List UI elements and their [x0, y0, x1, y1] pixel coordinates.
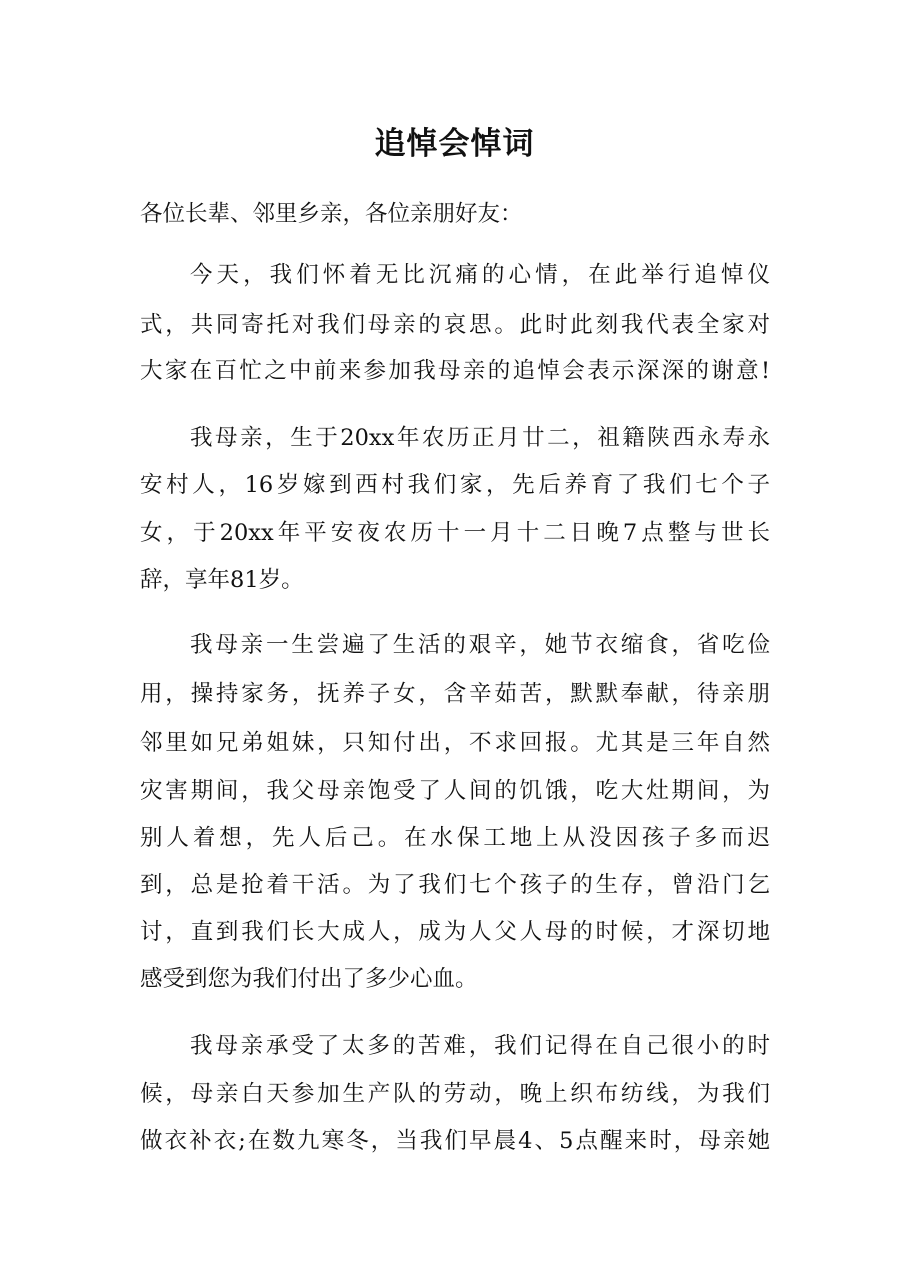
paragraph-3-line-5: 别人着想，先人后己。在水保工地上从没因孩子多而迟 [140, 825, 770, 851]
paragraph-2-line-4: 辞，享年81岁。 [140, 567, 304, 593]
paragraph-3-line-1: 我母亲一生尝遍了生活的艰辛，她节衣缩食，省吃俭 [190, 632, 770, 658]
paragraph-3-line-6: 到，总是抢着干活。为了我们七个孩子的生存，曾沿门乞 [140, 872, 770, 898]
document-title: 追悼会悼词 [374, 126, 535, 162]
paragraph-3-line-2: 用，操持家务，抚养子女，含辛茹苦，默默奉献，待亲朋 [140, 681, 770, 707]
salutation: 各位长辈、邻里乡亲，各位亲朋好友： [140, 201, 523, 227]
paragraph-2-line-1: 我母亲，生于20xx年农历正月廿二，祖籍陕西永寿永 [190, 425, 770, 451]
paragraph-1-line-2: 式，共同寄托对我们母亲的哀思。此时此刻我代表全家对 [140, 312, 770, 338]
paragraph-2-line-3: 女，于20xx年平安夜农历十一月十二日晚7点整与世长 [140, 520, 770, 546]
paragraph-1-line-1: 今天，我们怀着无比沉痛的心情，在此举行追悼仪 [190, 262, 770, 288]
paragraph-1-line-3: 大家在百忙之中前来参加我母亲的追悼会表示深深的谢意! [140, 358, 770, 384]
paragraph-3-line-7: 讨，直到我们长大成人，成为人父人母的时候，才深切地 [140, 919, 770, 945]
paragraph-3-line-8: 感受到您为我们付出了多少心血。 [140, 966, 478, 992]
paragraph-4-line-3: 做衣补衣;在数九寒冬，当我们早晨4、5点醒来时，母亲她 [140, 1128, 770, 1154]
paragraph-4-line-2: 候，母亲白天参加生产队的劳动，晚上织布纺线，为我们 [140, 1081, 770, 1107]
paragraph-2-line-2: 安村人，16岁嫁到西村我们家，先后养育了我们七个子 [140, 472, 770, 498]
paragraph-4-line-1: 我母亲承受了太多的苦难，我们记得在自己很小的时 [190, 1033, 770, 1059]
paragraph-3-line-4: 灾害期间，我父母亲饱受了人间的饥饿，吃大灶期间，为 [140, 778, 770, 804]
paragraph-3-line-3: 邻里如兄弟姐妹，只知付出，不求回报。尤其是三年自然 [140, 730, 770, 756]
